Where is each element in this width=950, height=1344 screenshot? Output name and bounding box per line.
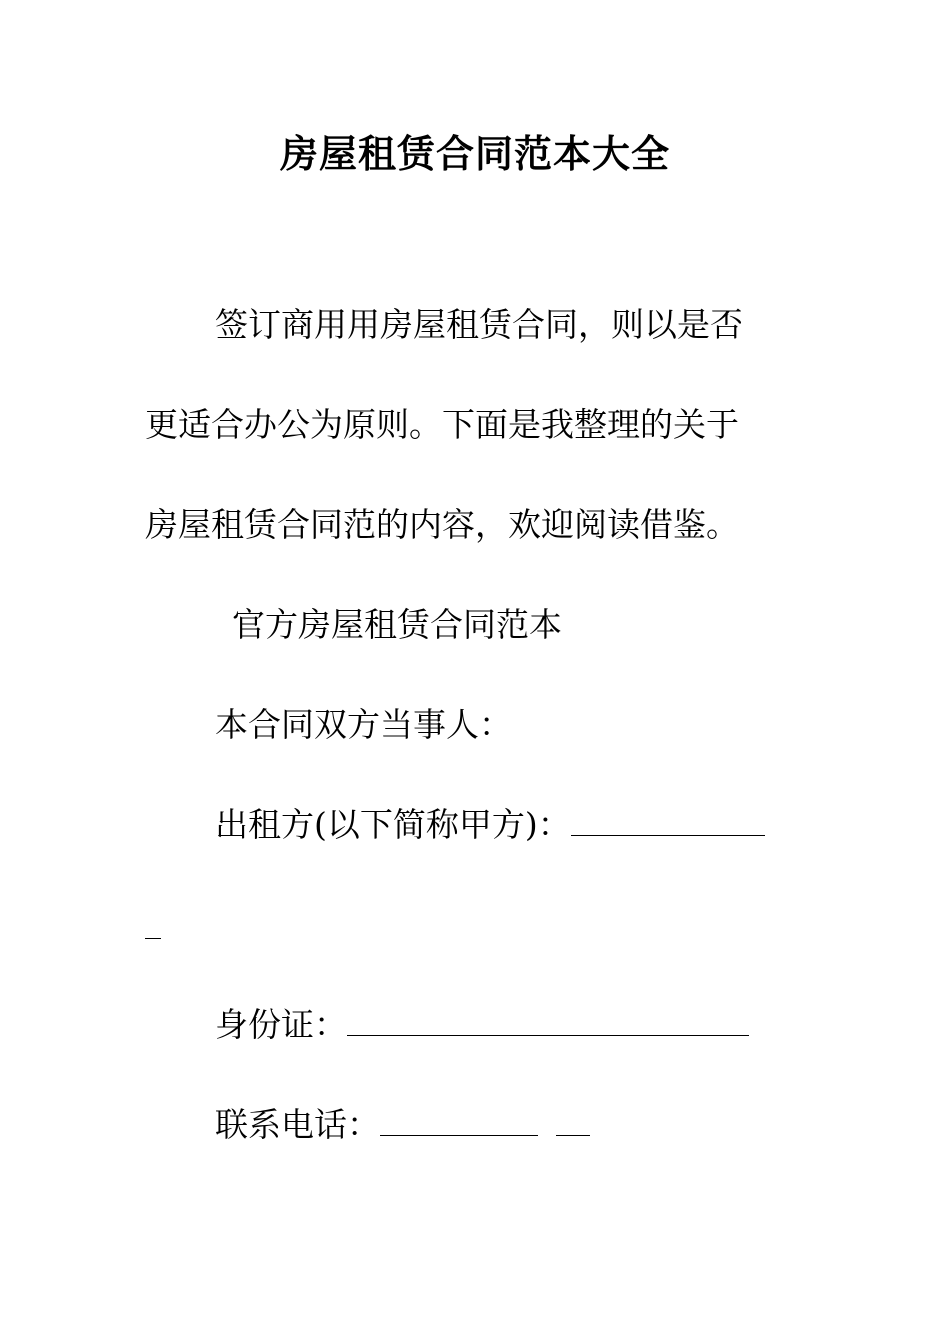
section-subheading: 官方房屋租赁合同范本 <box>232 605 562 644</box>
phone-blank-field[interactable] <box>380 1105 538 1136</box>
lessor-blank-continuation <box>145 938 161 939</box>
phone-blank-field-extension[interactable] <box>556 1105 590 1136</box>
intro-paragraph-line-2: 更适合办公为原则。下面是我整理的关于 <box>145 405 739 444</box>
id-row <box>215 1003 749 1047</box>
document-title: 房屋租赁合同范本大全 <box>279 131 670 176</box>
intro-paragraph-line-3: 房屋租赁合同范的内容，欢迎阅读借鉴。 <box>145 505 739 544</box>
id-label: 身份证： <box>215 1005 347 1044</box>
lessor-row <box>215 803 765 847</box>
id-blank-field[interactable] <box>347 1005 749 1036</box>
lessor-blank-field[interactable] <box>571 805 765 836</box>
parties-label: 本合同双方当事人： <box>215 705 512 744</box>
intro-paragraph-line-1: 签订商用用房屋租赁合同，则以是否 <box>215 305 743 344</box>
lessor-label: 出租方(以下简称甲方)： <box>215 805 571 844</box>
phone-row <box>215 1103 590 1147</box>
phone-label: 联系电话： <box>215 1105 380 1144</box>
